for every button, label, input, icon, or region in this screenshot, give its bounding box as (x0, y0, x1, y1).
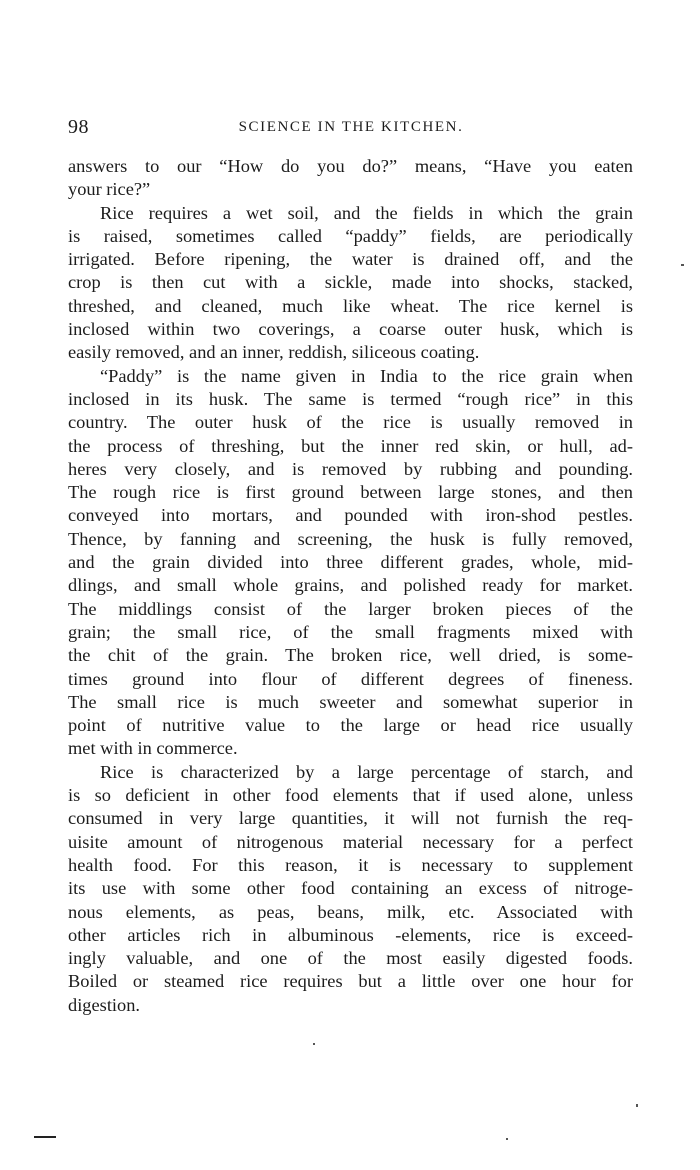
text-line: dlings, and small whole grains, and polished ready for market. (68, 575, 633, 596)
text-line: is raised, sometimes called “paddy” fields, are periodically (68, 225, 633, 246)
text-line: Rice is characterized by a large percentage of starch, and (100, 761, 633, 782)
text-line: and the grain divided into three different grades, whole, mid- (68, 552, 633, 573)
text-line: inclosed within two coverings, a coarse outer husk, which is (68, 319, 633, 340)
scan-mark (34, 1136, 56, 1138)
text-line: grain; the small rice, of the small fragments mixed with (68, 621, 633, 642)
text-line: country. The outer husk of the rice is usually removed in (68, 412, 633, 433)
body-text (68, 155, 633, 1017)
paragraph (68, 155, 633, 202)
scan-speck (681, 264, 684, 266)
text-line: is so deficient in other food elements that if used alone, unless (68, 785, 633, 806)
text-line: “Paddy” is the name given in India to the rice grain when (100, 365, 633, 386)
text-line: Rice requires a wet soil, and the fields in which the grain (100, 202, 633, 223)
text-line: point of nutritive value to the large or head rice usually (68, 715, 633, 736)
text-line: your rice?” (68, 179, 151, 200)
text-line: its use with some other food containing an excess of nitroge- (68, 878, 633, 899)
text-line: health food. For this reason, it is necessary to supplement (68, 854, 633, 875)
text-line: times ground into flour of different degrees of fineness. (68, 668, 633, 689)
text-line: The rough rice is first ground between large stones, and then (68, 482, 633, 503)
text-line: The small rice is much sweeter and somewhat superior in (68, 691, 633, 712)
text-line: irrigated. Before ripening, the water is drained off, and the (68, 249, 633, 270)
scan-speck (506, 1138, 508, 1140)
text-line: easily removed, and an inner, reddish, siliceous coating. (68, 342, 480, 363)
paragraph (68, 202, 633, 365)
text-line: nous elements, as peas, beans, milk, etc. Associated with (68, 901, 633, 922)
text-line: crop is then cut with a sickle, made into shocks, stacked, (68, 272, 633, 293)
text-line: met with in commerce. (68, 738, 238, 759)
running-head: SCIENCE IN THE KITCHEN. (238, 119, 464, 135)
text-line: the chit of the grain. The broken rice, well dried, is some- (68, 645, 633, 666)
text-line: The middlings consist of the larger broken pieces of the (68, 598, 633, 619)
text-line: answers to our “How do you do?” means, “Have you eaten (68, 156, 633, 176)
page-number: 98 (68, 116, 89, 138)
text-line: digestion. (68, 994, 141, 1015)
text-line: consumed in very large quantities, it will not furnish the req- (68, 808, 633, 829)
paragraph (68, 365, 633, 761)
text-line: inclosed in its husk. The same is termed “rough rice” in this (68, 388, 633, 409)
text-line: conveyed into mortars, and pounded with iron-shod pestles. (68, 505, 633, 526)
page-header (68, 116, 634, 142)
text-line: the process of threshing, but the inner red skin, or hull, ad- (68, 435, 633, 456)
scan-speck (636, 1104, 638, 1107)
text-line: other articles rich in albuminous -elements, rice is exceed- (68, 924, 633, 945)
scan-speck (313, 1043, 315, 1045)
text-line: uisite amount of nitrogenous material necessary for a perfect (68, 831, 633, 852)
paragraph (68, 761, 633, 1017)
text-line: heres very closely, and is removed by rubbing and pounding. (68, 458, 633, 479)
text-line: ingly valuable, and one of the most easily digested foods. (68, 948, 633, 969)
text-line: Thence, by fanning and screening, the husk is fully removed, (68, 528, 633, 549)
text-line: threshed, and cleaned, much like wheat. The rice kernel is (68, 295, 633, 316)
text-line: Boiled or steamed rice requires but a little over one hour for (68, 971, 633, 992)
